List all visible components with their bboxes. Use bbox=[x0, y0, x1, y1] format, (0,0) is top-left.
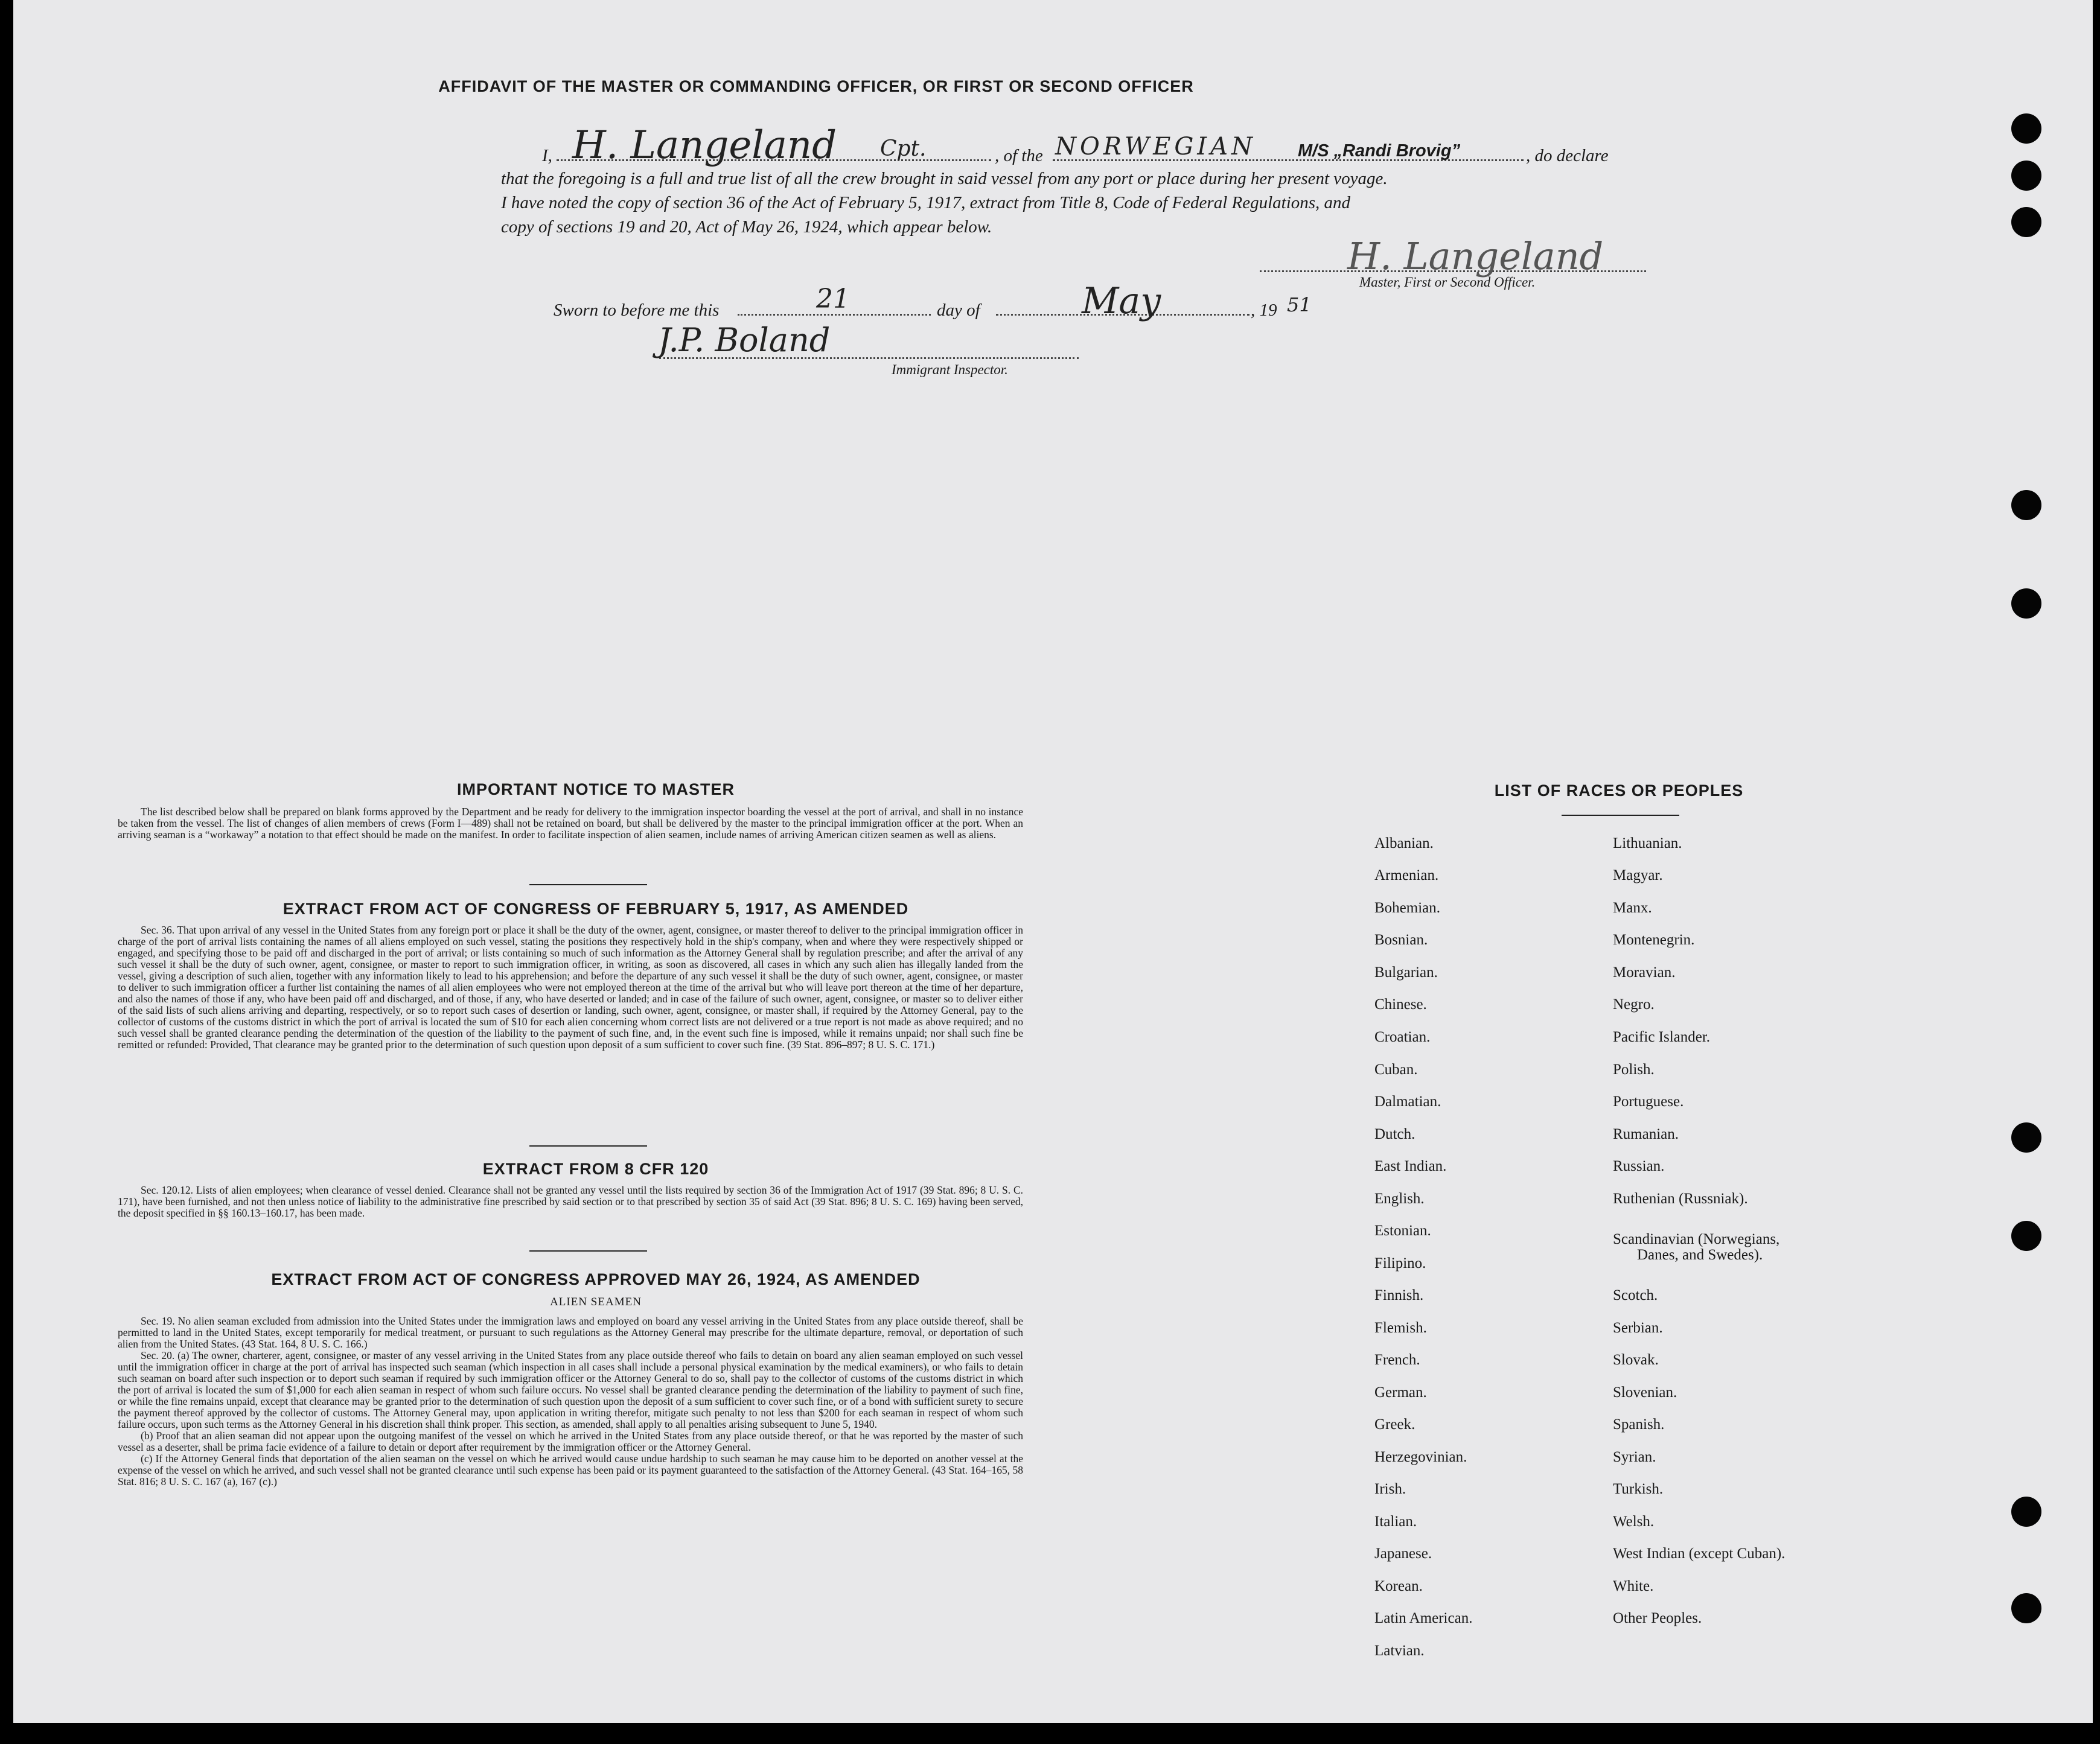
punch-hole bbox=[2011, 588, 2041, 619]
notice-body bbox=[118, 806, 1023, 841]
inspector-signature: J.P. Boland bbox=[658, 321, 831, 359]
race-item: Syrian. bbox=[1613, 1449, 1656, 1465]
notice-title: IMPORTANT NOTICE TO MASTER bbox=[457, 780, 735, 798]
punch-hole bbox=[2011, 113, 2041, 144]
race-item: Irish. bbox=[1374, 1481, 1406, 1497]
affidavit-title: AFFIDAVIT OF THE MASTER OR COMMANDING OFFICER, OR FIRST OR SECOND OFFICER bbox=[438, 77, 1194, 95]
vessel-name: M/S „Randi Brovig” bbox=[1298, 141, 1461, 161]
extract-1924-title: EXTRACT FROM ACT OF CONGRESS APPROVED MAY 26, 1924, AS AMENDED bbox=[271, 1270, 921, 1288]
section-120-paragraph: Sec. 120.12. Lists of alien employees; when clearance of vessel denied. Clearance shall not be granted any vessel until the lists required by section 36 of the Immigration Act of 1917 (39 Stat. 896; 8 U. S. C. 171), have been furnished, and not then unless notice of liability to the administrative fine prescribed by said section or to that prescribed by section 35 of said Act (39 Stat. 896; 8 U. S. C. 169) having been served, the deposit specified in §§ 160.13–160.17, has been made. bbox=[118, 1184, 1023, 1219]
race-item: Spanish. bbox=[1613, 1416, 1665, 1433]
race-item: Portuguese. bbox=[1613, 1093, 1684, 1110]
affidavit-line-1 bbox=[542, 123, 1665, 168]
master-signature: H. Langeland bbox=[1347, 234, 1604, 278]
section-20c-paragraph: (c) If the Attorney General finds that deportation of the alien seaman on the vessel on which he arrived would cause undue hardship to such seaman he may cause him to be deported on another vessel at the expense of the vessel on which he arrived, and such vessel shall not be granted clearance until such expense has been paid or its payment guaranteed to the satisfaction of the Attorney General. (43 Stat. 164–165, 58 Stat. 816; 8 U. S. C. 167 (a), 167 (c).) bbox=[118, 1453, 1023, 1488]
race-item: Slovenian. bbox=[1613, 1384, 1677, 1401]
extract-1917-body bbox=[118, 925, 1023, 1051]
section-20a-paragraph: Sec. 20. (a) The owner, charterer, agent, consignee, or master of any vessel arriving in the United States from any place outside thereof who fails to detain on board any alien seaman employed on such vessel until the immigration officer in charge at the port of arrival has inspected such seaman (which inspection in all cases shall include a personal physical examination by the medical examiners), or who fails to detain such seaman on board after such inspection or to deport such seaman if required by such immigration officer or the Attorney General to do so, shall pay to the collector of customs of the customs district in which the port of arrival is located the sum of $1,000 for each alien seaman in respect of whom such failure occurs. No vessel shall be granted clearance pending the determination of the liability to payment of such fine, or while the fine remains unpaid, except that clearance may be granted prior to the determination of such question upon the deposit of a sum sufficient to cover such fine, or of a bond with sufficient surety to secure the payment thereof approved by the collector of customs. The Attorney General may, upon application in writing therefor, mitigate such penalty to not less than $200 for each seaman in respect of whom such failure occurs, upon such terms as the Attorney General in his discretion shall think proper. This section, as amended, shall apply to all penalties arising subsequent to June 5, 1940. bbox=[118, 1349, 1023, 1430]
affidavit-line-2: that the foregoing is a full and true list of all the crew brought in said vessel from any port or place during her present voyage. bbox=[501, 169, 1388, 188]
race-item: Polish. bbox=[1613, 1061, 1655, 1078]
affidavit-body bbox=[501, 167, 1648, 239]
race-item: Danes, and Swedes). bbox=[1637, 1247, 1763, 1263]
race-item: Bohemian. bbox=[1374, 900, 1441, 916]
rank-handwritten: Cpt. bbox=[880, 136, 927, 161]
race-item: Magyar. bbox=[1613, 867, 1663, 883]
race-item: Montenegrin. bbox=[1613, 932, 1695, 948]
race-item: Flemish. bbox=[1374, 1320, 1427, 1336]
race-item: Korean. bbox=[1374, 1578, 1423, 1594]
race-item: Ruthenian (Russniak). bbox=[1613, 1191, 1748, 1207]
race-item: German. bbox=[1374, 1384, 1427, 1401]
nationality-handwritten: NORWEGIAN bbox=[1055, 133, 1256, 161]
race-item: Dutch. bbox=[1374, 1126, 1415, 1142]
punch-hole bbox=[2011, 1221, 2041, 1251]
punch-hole bbox=[2011, 161, 2041, 191]
race-item: Cuban. bbox=[1374, 1061, 1418, 1078]
of-the-label: , of the bbox=[995, 146, 1043, 165]
race-item: East Indian. bbox=[1374, 1158, 1447, 1174]
race-item: Latvian. bbox=[1374, 1643, 1425, 1659]
race-item: White. bbox=[1613, 1578, 1654, 1594]
race-item: French. bbox=[1374, 1352, 1420, 1368]
race-item: Scotch. bbox=[1613, 1287, 1658, 1303]
race-item: English. bbox=[1374, 1191, 1425, 1207]
notice-paragraph: The list described below shall be prepared on blank forms approved by the Department and be ready for delivery to the immigration inspector boarding the vessel at the port of arrival, and shall in no instance be taken from the vessel. The list of changes of alien members of crews (Form I—489) shall not be retained on board, but shall be delivered by the master to the principal immigration officer at the port. When an arriving seaman is a “workaway” a notation to that effect should be made on the manifest. In order to facilitate inspection of alien seamen, include names of arriving American citizen seamen as well as aliens. bbox=[118, 806, 1023, 841]
punch-hole bbox=[2011, 490, 2041, 520]
extract-1917-title: EXTRACT FROM ACT OF CONGRESS OF FEBRUARY 5, 1917, AS AMENDED bbox=[282, 900, 909, 918]
year-suffix: 51 bbox=[1287, 293, 1312, 316]
race-item: Other Peoples. bbox=[1613, 1610, 1702, 1626]
divider bbox=[1562, 815, 1679, 816]
race-item: Greek. bbox=[1374, 1416, 1415, 1433]
divider bbox=[529, 884, 647, 885]
race-item: Negro. bbox=[1613, 996, 1655, 1013]
punch-hole bbox=[2011, 1593, 2041, 1623]
race-item: Latin American. bbox=[1374, 1610, 1473, 1626]
race-item: Russian. bbox=[1613, 1158, 1665, 1174]
punch-hole bbox=[2011, 1497, 2041, 1527]
master-caption: Master, First or Second Officer. bbox=[1359, 275, 1536, 290]
do-declare-label: , do declare bbox=[1526, 146, 1609, 165]
document-page bbox=[13, 0, 2093, 1723]
race-item: Pacific Islander. bbox=[1613, 1029, 1711, 1045]
year-prefix: , 19 bbox=[1251, 301, 1277, 320]
sworn-day: 21 bbox=[816, 284, 850, 314]
race-item: Serbian. bbox=[1613, 1320, 1663, 1336]
race-item: Manx. bbox=[1613, 900, 1652, 916]
race-item: West Indian (except Cuban). bbox=[1613, 1545, 1786, 1562]
race-item: Japanese. bbox=[1374, 1545, 1432, 1562]
race-item: Moravian. bbox=[1613, 964, 1676, 981]
race-item: Bulgarian. bbox=[1374, 964, 1438, 981]
day-of-label: day of bbox=[937, 301, 980, 320]
divider bbox=[529, 1250, 647, 1252]
race-item: Slovak. bbox=[1613, 1352, 1659, 1368]
punch-hole bbox=[2011, 207, 2041, 237]
extract-cfr-title: EXTRACT FROM 8 CFR 120 bbox=[482, 1160, 709, 1178]
race-item: Herzegovinian. bbox=[1374, 1449, 1467, 1465]
extract-cfr-body bbox=[118, 1185, 1023, 1219]
race-item: Turkish. bbox=[1613, 1481, 1664, 1497]
section-20b-paragraph: (b) Proof that an alien seaman did not appear upon the outgoing manifest of the vessel on which he arrived in the United States from any place outside thereof, or that he was reported by the master of such vessel as a deserter, shall be prima facie evidence of a failure to detain or deport after requirement by the immigration officer or the Attorney General. bbox=[118, 1430, 1023, 1453]
race-item: Rumanian. bbox=[1613, 1126, 1679, 1142]
extract-1924-body bbox=[118, 1316, 1023, 1488]
races-title: LIST OF RACES OR PEOPLES bbox=[1494, 781, 1744, 800]
race-item: Bosnian. bbox=[1374, 932, 1428, 948]
race-item: Scandinavian (Norwegians, bbox=[1613, 1231, 1780, 1247]
race-item: Estonian. bbox=[1374, 1223, 1431, 1239]
affidavit-line-4: copy of sections 19 and 20, Act of May 26, 1924, which appear below. bbox=[501, 217, 992, 237]
i-label: I, bbox=[542, 146, 552, 165]
affidavit-line-3: I have noted the copy of section 36 of the Act of February 5, 1917, extract from Title 8, Code of Federal Regulations, and bbox=[501, 193, 1351, 212]
race-item: Finnish. bbox=[1374, 1287, 1424, 1303]
divider bbox=[529, 1145, 647, 1147]
race-item: Welsh. bbox=[1613, 1513, 1655, 1530]
section-36-paragraph: Sec. 36. That upon arrival of any vessel in the United States from any foreign port or place it shall be the duty of the owner, agent, consignee, or master thereof to deliver to the principal immigration officer in charge of the port of arrival lists containing the names of all aliens employed on such vessel, stating the positions they respectively hold in the ship's company, when and where they were respectively shipped or engaged, and specifying those to be paid off and discharged in the port of arrival; or lists containing so much of such information as the Attorney General shall by regulation prescribe; and after the arrival of any such vessel it shall be the duty of such owner, agent, consignee, or master to report to such immigration officer, in writing, as soon as discovered, all cases in which any such alien has illegally landed from the vessel, giving a description of such alien, together with any information likely to lead to his apprehension; and before the departure of any such vessel it shall be the duty of such owner, agent, consignee, or master to deliver to such immigration officer a further list containing the names of all alien employees who were not employed thereon at the time of the arrival but who will leave port thereon at the time of her departure, and also the names of those if any, who have been paid off and discharged, and of those, if any, who have deserted or landed; and in case of the failure of such owner, agent, consignee, or master so to deliver either of the said lists of such aliens arriving and departing, respectively, or so to report such cases of desertion or landing, such owner, agent, consignee, or master shall, if required by the Attorney General, pay to the collector of customs of the customs district in which the port of arrival is located the sum of $10 for each alien concerning whom correct lists are not delivered or a true report is not made as above required; and no such vessel shall be granted clearance pending the determination of the question of the liability to the payment of such fine, and, in the event such fine is imposed, while it remains unpaid; nor shall such fine be remitted or refunded: Provided, That clearance may be granted prior to the determination of such question upon deposit of a sum sufficient to cover such fine. (39 Stat. 896–897; 8 U. S. C. 171.) bbox=[118, 924, 1023, 1051]
race-item: Italian. bbox=[1374, 1513, 1417, 1530]
race-item: Albanian. bbox=[1374, 835, 1434, 851]
section-19-paragraph: Sec. 19. No alien seaman excluded from admission into the United States under the immigration laws and employed on board any vessel arriving in the United States from any place outside thereof, shall be permitted to land in the United States, except temporarily for medical treatment, or pursuant to such regulations as the Attorney General may prescribe for the ultimate departure, removal, or deportation of such alien from the United States. (43 Stat. 164, 8 U. S. C. 166.) bbox=[118, 1315, 1023, 1350]
sworn-month: May bbox=[1082, 280, 1161, 322]
officer-signature: H. Langeland bbox=[572, 123, 837, 168]
race-item: Lithuanian. bbox=[1613, 835, 1682, 851]
sworn-label: Sworn to before me this bbox=[554, 301, 720, 320]
alien-seamen-subtitle: ALIEN SEAMEN bbox=[550, 1296, 642, 1308]
race-item: Filipino. bbox=[1374, 1255, 1426, 1271]
race-item: Dalmatian. bbox=[1374, 1093, 1441, 1110]
race-item: Chinese. bbox=[1374, 996, 1427, 1013]
race-item: Croatian. bbox=[1374, 1029, 1431, 1045]
race-item: Armenian. bbox=[1374, 867, 1439, 883]
punch-hole bbox=[2011, 1122, 2041, 1153]
inspector-caption: Immigrant Inspector. bbox=[892, 362, 1008, 377]
